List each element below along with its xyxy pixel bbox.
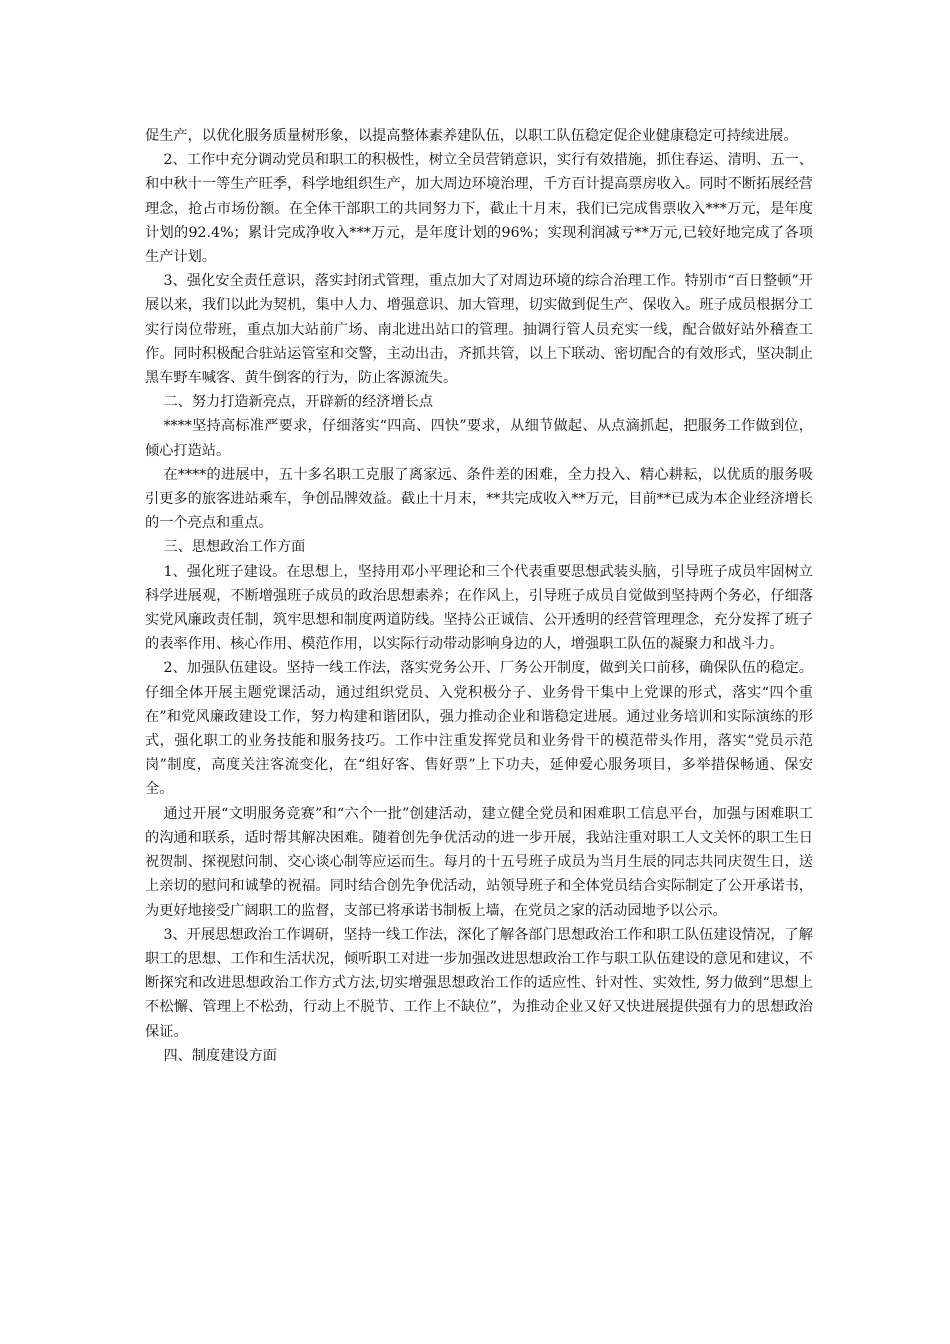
paragraph-continuation: 促生产，以优化服务质量树形象，以提高整体素养建队伍，以职工队伍稳定促企业健康稳定可持续进展。 [145,128,798,144]
section-heading-system-building: 四、制度建设方面 [163,1047,277,1064]
section-heading-political-work: 三、思想政治工作方面 [163,539,306,556]
document-page [145,124,813,1068]
paragraph-staff-building: 2、加强队伍建设。坚持一线工作法，落实党务公开、厂务公开制度，做到关口前移，确保队伍的稳定。仔细全体开展主题党课活动，通过组织党员、入党积极分子、业务骨干集中上党课的形式，落实“四个重在”和党风廉政建设工作，努力构建和谐团队，强力推动企业和谐稳定进展。通过业务培训和实际演练的形式，强化职工的业务技能和服务技巧。工作中注重发挥党员和业务骨干的模范带头作用，落实“党员示范岗”制度，高度关注客流变化，在“组好客、售好票”上下功夫，延伸爱心服务项目，多举措保畅通、保安全。 [145,660,813,798]
paragraph-sales-results: 2、工作中充分调动党员和职工的积极性，树立全员营销意识，实行有效措施，抓住春运、清明、五一、和中秋十一等生产旺季，科学地组织生产，加大周边环境治理，千方百计提高票房收入。同时不断拓展经营理念，抢占市场份额。在全体干部职工的共同努力下，截止十月末，我们已完成售票收入***万元，是年度计划的92.4%；累计完成净收入***万元，是年度计划的96%；实现利润减亏**万元,已较好地完成了各项生产计划。 [145,152,813,266]
paragraph-high-standards: ****坚持高标准严要求，仔细落实“四高、四快”要求，从细节做起、从点滴抓起，把服务工作做到位，倾心打造站。 [145,418,813,459]
paragraph-safety-management: 3、强化安全责任意识，落实封闭式管理，重点加大了对周边环境的综合治理工作。特别市“百日整顿”开展以来，我们以此为契机，集中人力、增强意识、加大管理，切实做到促生产、保收入。班子成员根据分工实行岗位带班，重点加大站前广场、南北进出站口的管理。抽调行管人员充实一线，配合做好站外稽查工作。同时积极配合驻站运管室和交警，主动出击，齐抓共管，以上下联动、密切配合的有效形式，坚决制止黑车野车喊客、黄牛倒客的行为，防止客源流失。 [145,273,813,387]
paragraph-service-competition: 通过开展“文明服务竞赛”和“六个一批”创建活动，建立健全党员和困难职工信息平台，加强与困难职工的沟通和联系，适时帮其解决困难。随着创先争优活动的进一步开展，我站注重对职工人文关怀的职工生日祝贺制、探视慰问制、交心谈心制等应运而生。每月的十五号班子成员为当月生辰的同志共同庆贺生日，送上亲切的慰问和诚挚的祝福。同时结合创先争优活动，站领导班子和全体党员结合实际制定了公开承诺书，为更好地接受广阔职工的监督，支部已将承诺书制板上墙，在党员之家的活动园地予以公示。 [145,805,813,919]
section-heading-growth: 二、努力打造新亮点，开辟新的经济增长点 [163,394,434,411]
paragraph-research: 3、开展思想政治工作调研，坚持一线工作法，深化了解各部门思想政治工作和职工队伍建设情况，了解职工的思想、工作和生活状况，倾听职工对进一步加强改进思想政治工作与职工队伍建设的意见和建议，不断探究和改进思想政治工作方式方法,切实增强思想政治工作的适应性、针对性、实效性, 努力做到“思想上不松懈、管理上不松劲，行动上不脱节、工作上不缺位”，为推动企业又好又快进展提供强有力的思想政治保证。 [145,926,813,1040]
paragraph-team-building: 1、强化班子建设。在思想上，坚持用邓小平理论和三个代表重要思想武装头脑，引导班子成员牢固树立科学进展观，不断增强班子成员的政治思想素养；在作风上，引导班子成员自觉做到坚持两个务必，仔细落实党风廉政责任制，筑牢思想和制度两道防线。坚持公正诚信、公开透明的经营管理理念，充分发挥了班子的表率作用、核心作用、模范作用，以实际行动带动影响身边的人，增强职工队伍的凝聚力和战斗力。 [145,563,813,653]
paragraph-station-progress: 在****的进展中，五十多名职工克服了离家远、条件差的困难，全力投入、精心耕耘，以优质的服务吸引更多的旅客进站乘车，争创品牌效益。截止十月末，**共完成收入**万元，目前**已成为本企业经济增长的一个亮点和重点。 [145,466,813,532]
